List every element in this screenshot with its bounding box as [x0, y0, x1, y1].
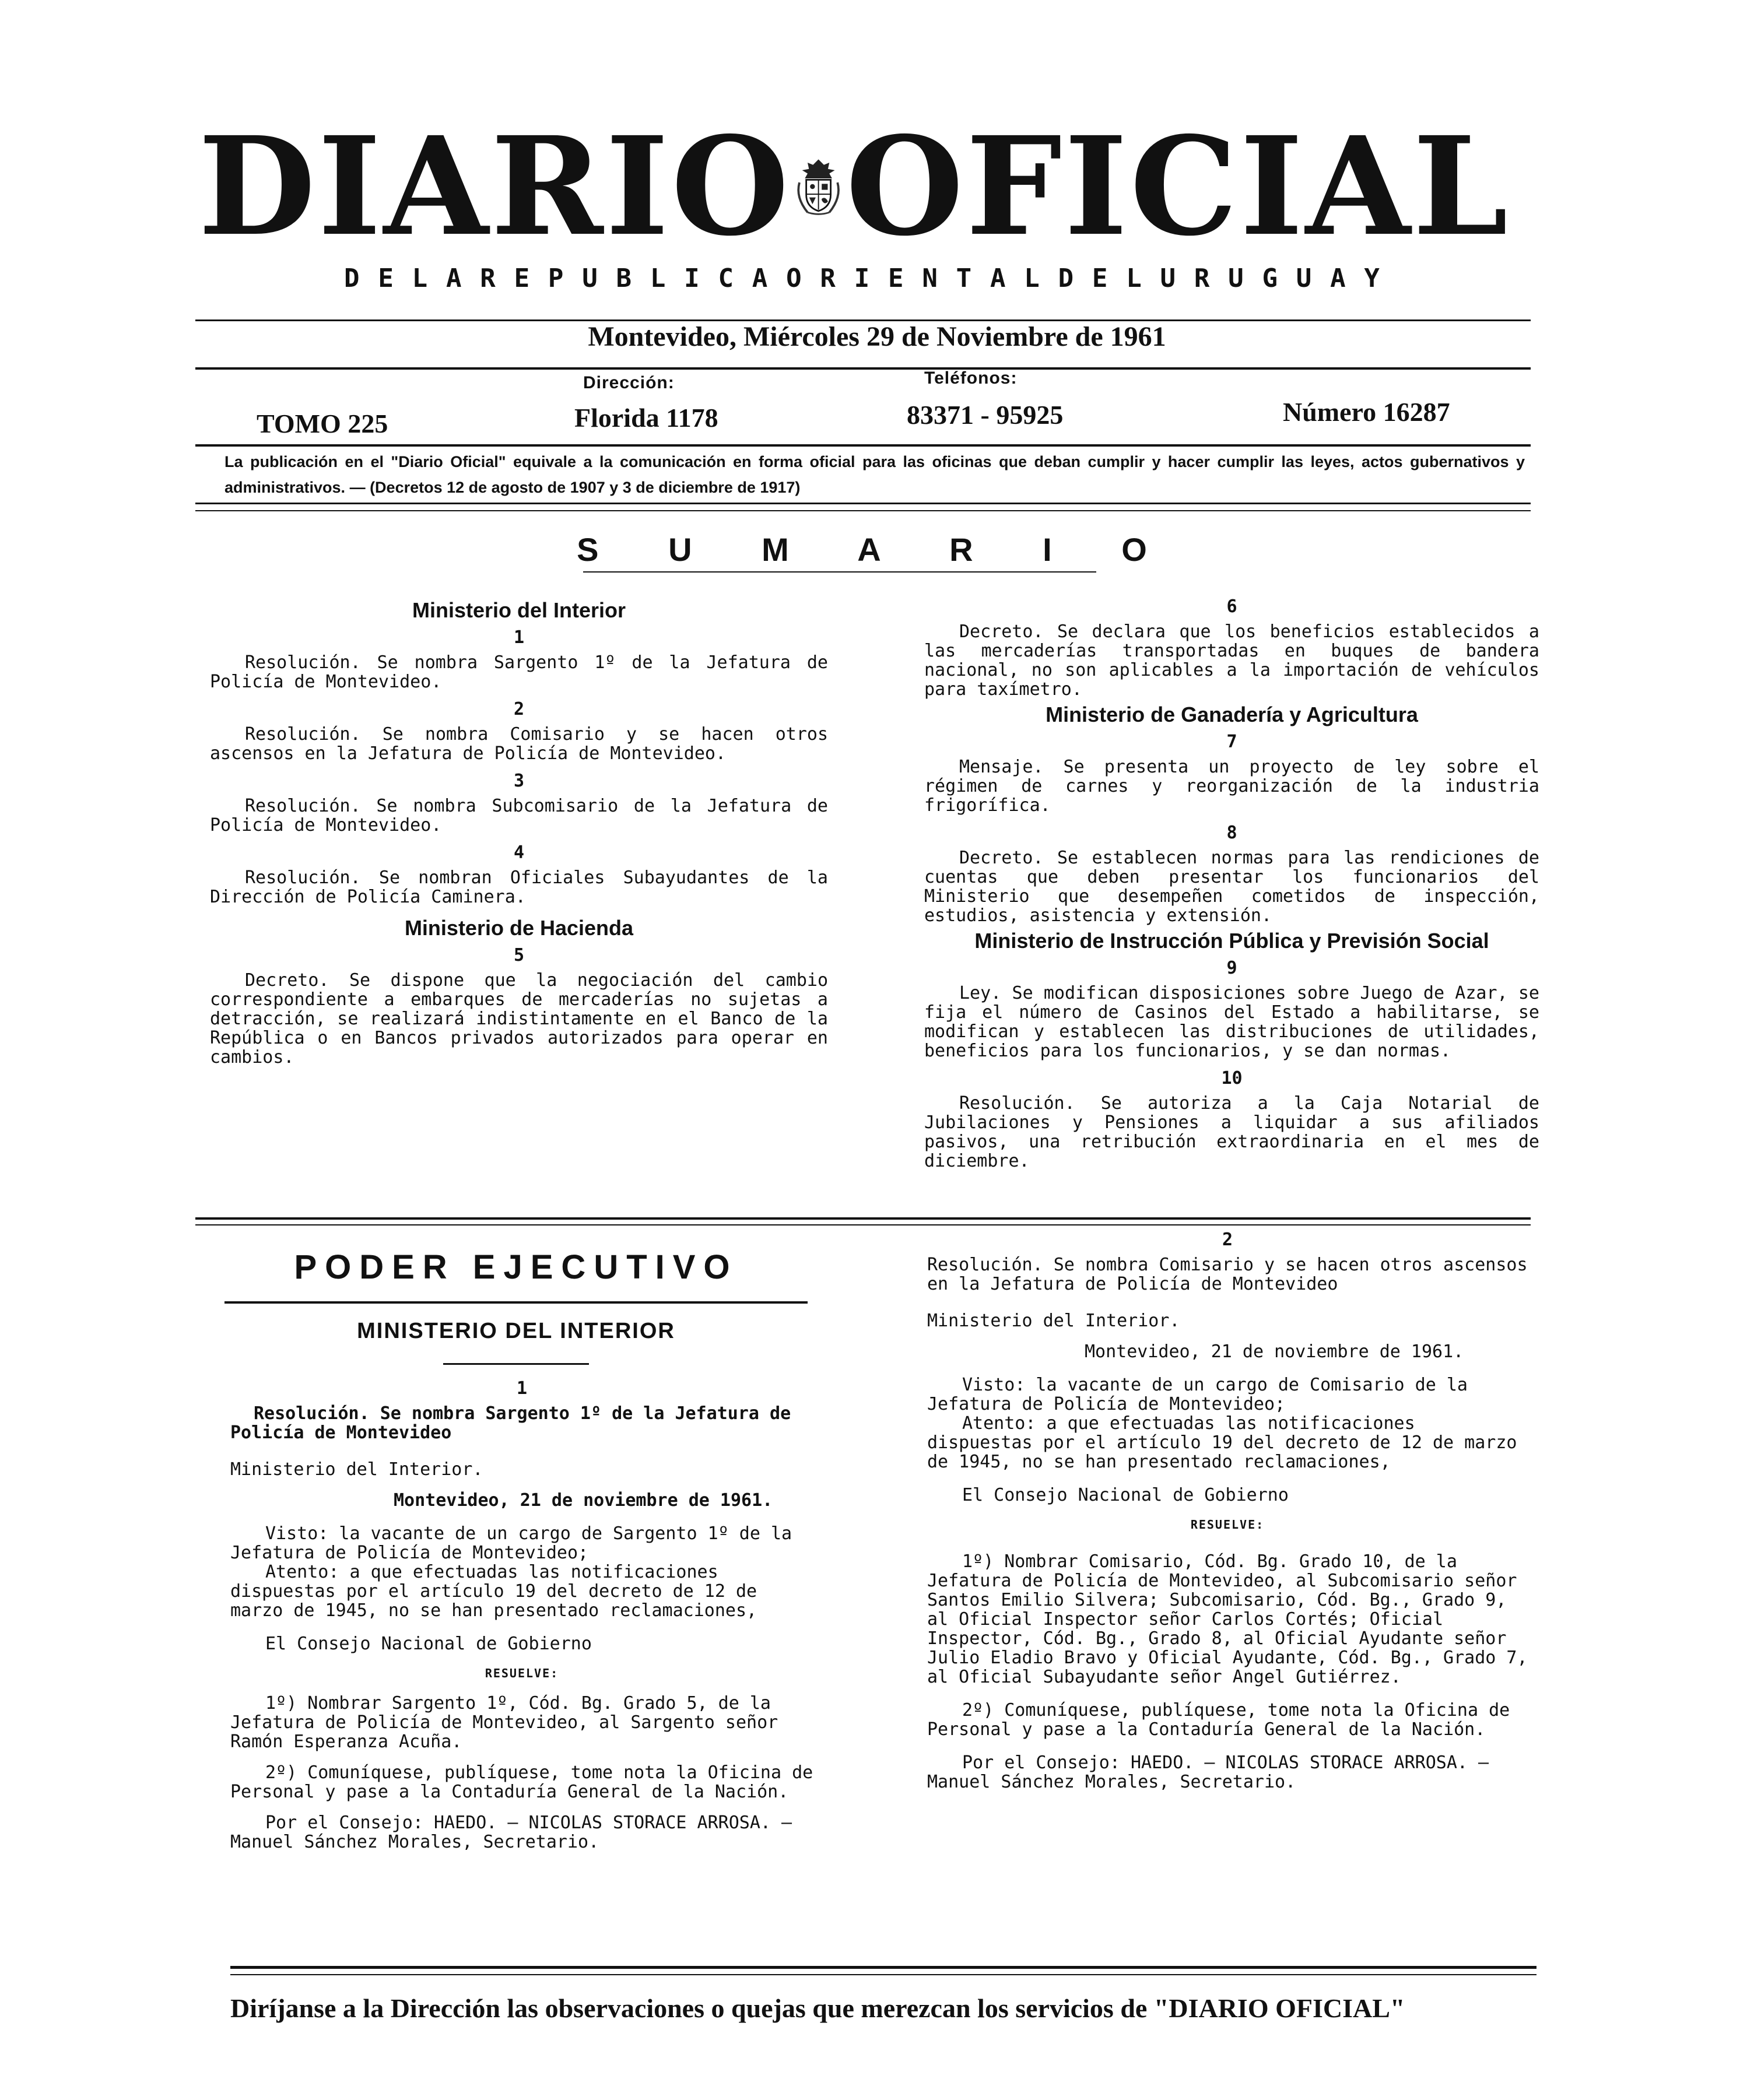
masthead-word-right: OFICIAL	[846, 107, 1510, 266]
ministerio-line: Ministerio del Interior.	[230, 1459, 483, 1480]
sumario-right-column	[924, 589, 1539, 1171]
subtitle-letter: N	[922, 264, 940, 293]
ministry-heading: Ministerio de Ganadería y Agricultura	[1046, 703, 1418, 726]
article-1: 1º) Nombrar Comisario, Cód. Bg. Grado 10, de la Jefatura de Policía de Montevideo, al Subcomisario señor Santos Emilio Silvera; Subcomisario, Cód. Bg., Grado 9, al Oficial Inspector señor Carlos Cortés; Oficial Inspector, Cód. Bg., Grado 8, al Oficial Ayudante señor Julio Eladio Bravo y Oficial Ayudante, Cód. Bg., Grado 7, al Oficial Subayudante señor Angel Gutiérrez.	[927, 1551, 1528, 1687]
subtitle-letter: D	[1058, 264, 1076, 293]
subtitle-letter: L	[1126, 264, 1144, 293]
sumario-item-text: Resolución. Se nombra Sargento 1º de la Jefatura de Policía de Montevideo.	[210, 652, 828, 692]
subtitle-letter: U	[1160, 264, 1178, 293]
sumario-item-text: Resolución. Se nombra Comisario y se hacen otros ascensos en la Jefatura de Policía de Montevideo.	[210, 724, 828, 764]
subtitle-letter: L	[650, 264, 668, 293]
subtitle-letter: U	[582, 264, 600, 293]
sumario-left-column	[210, 600, 828, 1067]
sumario-item-number: 6	[1226, 596, 1237, 617]
consejo-line: El Consejo Nacional de Gobierno	[962, 1485, 1289, 1505]
sumario-item-number: 5	[513, 945, 525, 965]
divider	[230, 1966, 1536, 1969]
sumario-item-number: 2	[513, 699, 525, 719]
subtitle-letter: G	[1262, 264, 1280, 293]
subtitle-letter: E	[514, 264, 532, 293]
subtitle-letter: L	[412, 264, 430, 293]
poder-ejecutivo-title: PODER EJECUTIVO	[294, 1248, 738, 1286]
fecha-line: Montevideo, 21 de noviembre de 1961.	[394, 1490, 773, 1511]
telefonos-label: Teléfonos:	[924, 368, 1018, 388]
article-1: 1º) Nombrar Sargento 1º, Cód. Bg. Grado 5, de la Jefatura de Policía de Montevideo, al Sargento señor Ramón Esperanza Acuña.	[230, 1693, 778, 1752]
resolution-number: 2	[1222, 1230, 1233, 1250]
sumario-item-number: 1	[513, 627, 525, 648]
ministerio-interior-heading: MINISTERIO DEL INTERIOR	[357, 1319, 675, 1343]
divider	[224, 1301, 808, 1304]
legal-notice: La publicación en el "Diario Oficial" equivale a la comunicación en forma oficial para las oficinas que deban cumplir y hacer cumplir las leyes, actos gubernativos y administrativos. — (Decretos 12 de agosto de 1907 y 3 de diciembre de 1917)	[224, 453, 1525, 496]
subtitle-letter: Y	[1364, 264, 1382, 293]
subtitle-letter: E	[1092, 264, 1110, 293]
firma: Por el Consejo: HAEDO. — NICOLAS STORACE ARROSA. — Manuel Sánchez Morales, Secretario.	[927, 1753, 1489, 1792]
dateline: Montevideo, Miércoles 29 de Noviembre de 1961	[588, 321, 1166, 352]
subtitle-letter: U	[1228, 264, 1246, 293]
sumario-item-number: 8	[1226, 823, 1237, 843]
subtitle-letter: I	[854, 264, 872, 293]
subtitle-letter: U	[1296, 264, 1314, 293]
divider	[195, 503, 1531, 504]
footer-notice: Diríjanse a la Dirección las observaciones o quejas que merezcan los servicios de "DIARIO OFICIAL"	[230, 1993, 1405, 2023]
sumario-item-text: Decreto. Se declara que los beneficios establecidos a las mercaderías transportadas en buques de bandera nacional, no son aplicables a la importación de vehículos para taxímetro.	[924, 621, 1539, 700]
sumario-item-number: 9	[1226, 958, 1237, 978]
tomo: TOMO 225	[257, 409, 388, 438]
resuelve-label: RESUELVE:	[1190, 1518, 1265, 1532]
sumario-item-text: Ley. Se modifican disposiciones sobre Juego de Azar, se fija el número de Casinos del Estado a habilitarse, se modifican y establecen las distribuciones de utilidades, beneficios para los funcionarios, y se dan normas.	[924, 983, 1539, 1061]
sumario-item-number: 10	[1221, 1068, 1243, 1088]
sumario-item-number: 4	[513, 842, 525, 863]
divider	[443, 1363, 589, 1365]
subtitle-letter: A	[1330, 264, 1348, 293]
subtitle-letter: B	[616, 264, 634, 293]
subtitle-letter: E	[888, 264, 906, 293]
ministerio-line: Ministerio del Interior.	[927, 1311, 1180, 1331]
sumario-item-text: Decreto. Se establecen normas para las rendiciones de cuentas que deben presentar los funcionarios del Ministerio que desempeñen cometidos de inspección, estudios, asistencia y extensión.	[924, 848, 1539, 926]
resolution-heading: Resolución. Se nombra Sargento 1º de la Jefatura de Policía de Montevideo	[230, 1403, 791, 1443]
ministry-heading: Ministerio de Instrucción Pública y Previsión Social	[974, 929, 1489, 953]
subtitle-letter: R	[820, 264, 838, 293]
resuelve-label: RESUELVE:	[485, 1666, 559, 1680]
visto-paragraph: Visto: la vacante de un cargo de Comisario de la Jefatura de Policía de Montevideo;	[927, 1375, 1468, 1414]
subtitle-letter: O	[786, 264, 804, 293]
telefonos-value: 83371 - 95925	[907, 400, 1064, 430]
sumario-item-text: Mensaje. Se presenta un proyecto de ley sobre el régimen de carnes y reorganización de la industria frigorífica.	[924, 757, 1539, 816]
article-2: 2º) Comuníquese, publíquese, tome nota la Oficina de Personal y pase a la Contaduría General de la Nación.	[927, 1700, 1510, 1740]
fecha-line: Montevideo, 21 de noviembre de 1961.	[1085, 1342, 1464, 1362]
subtitle-letter: L	[1024, 264, 1042, 293]
subtitle-letter: A	[990, 264, 1008, 293]
divider	[195, 1217, 1531, 1220]
sumario-item-text: Resolución. Se autoriza a la Caja Notarial de Jubilaciones y Pensiones a liquidar a sus afiliados pasivos, una retribución extraordinaria en el mes de diciembre.	[924, 1093, 1539, 1171]
coat-of-arms-icon	[791, 122, 846, 251]
subtitle-letter: A	[752, 264, 770, 293]
divider	[195, 367, 1531, 370]
direccion-label: Dirección:	[583, 373, 675, 392]
article-2: 2º) Comuníquese, publíquese, tome nota la Oficina de Personal y pase a la Contaduría General de la Nación.	[230, 1762, 813, 1802]
resolution-1	[230, 1379, 813, 1852]
divider	[583, 571, 1096, 573]
subtitle-letter: A	[445, 264, 464, 293]
subtitle-letter: C	[718, 264, 736, 293]
subtitle-letter: I	[684, 264, 702, 293]
subtitle-letter: R	[480, 264, 498, 293]
ministry-heading: Ministerio de Hacienda	[404, 916, 634, 940]
ministry-heading: Ministerio del Interior	[412, 598, 626, 622]
resolution-2	[927, 1230, 1528, 1792]
sumario-item-number: 7	[1226, 732, 1237, 752]
atento-paragraph: Atento: a que efectuadas las notificaciones dispuestas por el artículo 19 del decreto de 12 de marzo de 1945, no se han presentado reclamaciones,	[927, 1413, 1517, 1472]
divider	[195, 1224, 1531, 1225]
numero: Número 16287	[1283, 397, 1450, 427]
sumario-item-text: Resolución. Se nombran Oficiales Subayudantes de la Dirección de Policía Caminera.	[210, 868, 828, 907]
direccion-value: Florida 1178	[574, 403, 718, 433]
sumario-item-text: Decreto. Se dispone que la negociación del cambio correspondiente a embarques de mercaderías no sujetas a detracción, se realizará indistintamente en el Banco de la República o en Bancos privados autorizados para operar en cambios.	[210, 970, 828, 1067]
resolution-heading: Resolución. Se nombra Comisario y se hacen otros ascensos en la Jefatura de Policía de Montevideo	[927, 1255, 1528, 1294]
masthead-word-left: DIARIO	[198, 107, 792, 266]
consejo-line: El Consejo Nacional de Gobierno	[265, 1634, 592, 1654]
firma: Por el Consejo: HAEDO. — NICOLAS STORACE ARROSA. — Manuel Sánchez Morales, Secretario.	[230, 1813, 792, 1852]
masthead-subtitle	[344, 264, 1382, 293]
masthead-title	[198, 107, 1510, 266]
atento-paragraph: Atento: a que efectuadas las notificaciones dispuestas por el artículo 19 del decreto de 12 de marzo de 1945, no se han presentado reclamaciones,	[230, 1562, 757, 1621]
divider	[230, 1974, 1536, 1975]
sumario-item-text: Resolución. Se nombra Subcomisario de la Jefatura de Policía de Montevideo.	[210, 796, 828, 835]
sumario-item-number: 3	[513, 771, 525, 791]
sumario-title: S U M A R I O	[577, 531, 1177, 568]
subtitle-letter: P	[548, 264, 566, 293]
divider	[195, 444, 1531, 447]
subtitle-letter: T	[956, 264, 974, 293]
visto-paragraph: Visto: la vacante de un cargo de Sargento 1º de la Jefatura de Policía de Montevideo;	[230, 1523, 792, 1563]
subtitle-letter: R	[1194, 264, 1212, 293]
divider	[195, 510, 1531, 511]
resolution-number: 1	[516, 1378, 528, 1399]
subtitle-letter: D	[344, 264, 362, 293]
subtitle-letter: E	[378, 264, 396, 293]
